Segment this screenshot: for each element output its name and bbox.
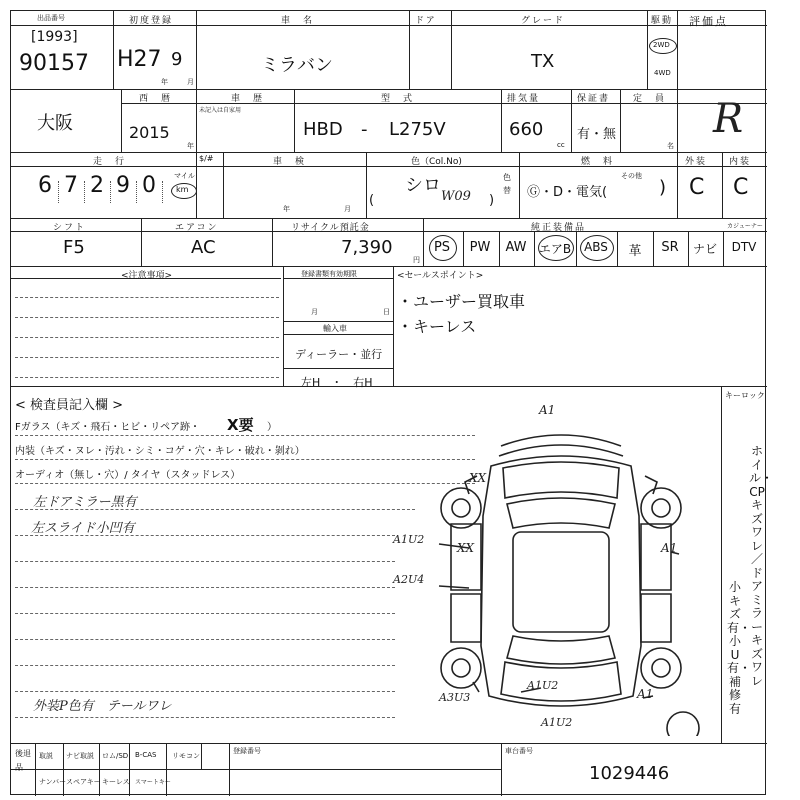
venue-label: 出品番号	[37, 14, 65, 22]
western-year-label: 西 暦	[139, 94, 173, 104]
damage-mark: XX	[469, 471, 487, 485]
model-name-label: 車 名	[281, 16, 315, 26]
car-diagram	[421, 406, 721, 736]
chassis-number: 1029446	[589, 763, 670, 784]
footer-item-rom-sd: ロム/SD	[102, 752, 129, 760]
shift: F5	[63, 237, 85, 258]
handwritten-note: 左スライド小凹有	[31, 521, 135, 536]
damage-mark: A1U2	[527, 679, 559, 692]
reg-doc-month-unit: 月	[311, 308, 318, 316]
model-code-dash: -	[361, 119, 368, 140]
capacity-unit: 名	[667, 142, 674, 150]
equip-sunroof: SR	[661, 240, 679, 255]
footer-row-label: 後退品	[15, 749, 31, 772]
steering-option: 左H ・ 右H	[301, 376, 373, 389]
equipment-label: 純正装備品	[531, 223, 587, 233]
grade-label: グレード	[521, 16, 566, 26]
color-change-label: 色替	[503, 173, 511, 195]
import-label: 輸入車	[323, 324, 347, 333]
footer-item-bcas: B-CAS	[135, 751, 157, 759]
chassis-label: 車台番号	[505, 747, 533, 755]
shift-label: シフト	[53, 223, 87, 233]
exterior-grade: C	[689, 175, 705, 200]
displacement-unit: cc	[557, 141, 565, 149]
inspection-year-unit: 年	[283, 205, 290, 213]
inspector-title: < 検査員記入欄 >	[15, 398, 124, 413]
vertical-note-scratch: 小キズ有・小U有・補修有	[727, 580, 752, 716]
glass-mark: X要	[227, 416, 254, 434]
fuel-close: )	[659, 177, 667, 198]
vertical-note-wheel: ホイル・CPキズワレ／ドアミラーキズワレ	[749, 444, 774, 688]
displacement-label: 排気量	[507, 94, 541, 104]
door-label: ドア	[415, 16, 437, 26]
equip-ps: PS	[433, 240, 451, 255]
footer-item-plate: ナンバー	[39, 778, 67, 786]
recycle-amount: 7,390	[341, 237, 393, 258]
first-reg-year-unit: 年	[161, 78, 168, 86]
yen-unit: 円	[413, 256, 420, 264]
sales-point: ・キーレス	[397, 317, 477, 336]
footer-item-smart-key: スマートキー	[135, 779, 171, 786]
equip-dtv: DTV	[731, 240, 757, 254]
fuel-other: その他	[621, 172, 642, 180]
drive-4wd: 4WD	[654, 69, 671, 77]
color-label: 色（Col.No)	[411, 157, 462, 167]
interior-line: 内装（キズ・ヌレ・汚れ・シミ・コゲ・穴・キレ・破れ・剝れ）	[15, 446, 305, 457]
footer-item-manual: 取説	[39, 752, 53, 760]
damage-mark: A1	[539, 403, 556, 417]
color-code: W09	[441, 189, 471, 204]
warranty-value: 有・無	[577, 127, 617, 142]
reg-doc-day-unit: 日	[383, 308, 390, 316]
km-unit: km	[176, 185, 189, 194]
auction-sheet: 出品番号 [1993] 90157 初度登録 H27 9 年 月 車 名 ミラバン ドア グレード TX 駆動 2WD 4WD 評価点 R 大阪 西 暦 2015 年 車 歴 未記入は自家用 型 式 HBD - L275V 排気量 660 cc 保証書 有・無 定 員 名 走 行 6 7 2 9 0 マイル km $/# 車 検 年 月 色（Col.No) シロ W09 ( ) 色替 燃 料 Ⓖ・D・電気( その他 ) 外装 C 内装 C シフト F5 エアコン AC リサイクル預託金 7,390 円 純正装備品 カジューナー PS PW AW エアB ABS 革 SR ナビ DTV <注意事項> 登録書類有効期限 月 日 輸入車 ディーラー・並行 左H ・ 右H <セールスポイント> ・ユーザー買取車 ・キーレス < 検査員記入欄 > Fガラス（キズ・飛石・ヒビ・リペア跡・ X要 ） 内装（キズ・ヌレ・汚れ・シミ・コゲ・穴・キレ・破れ・剝れ） オーディオ（無し・穴）/ タイヤ（スタッドレス） 左ドアミラー黒有 左スライド小凹有 外装P色有 テールワレ キーロック A1 XX A1U2 A2U4 XX A1 A3U3 A1U2 A1U2 A1 ホイル・CPキズワレ／ドアミラーキズワレ 小キズ有・小U有・補修有 後退品 取説 ナビ取説 ロム/SD B-CAS リモコン ナンバー スペアキー キーレス スマートキー 登録番号 車台番号 1029446	[10, 10, 766, 795]
recycle-label: リサイクル預託金	[291, 223, 370, 233]
glass-close: ）	[267, 422, 277, 433]
odometer-digit: 7	[64, 173, 78, 198]
mileage-label: 走 行	[93, 157, 127, 167]
color: シロ	[405, 175, 441, 196]
damage-mark: A1U2	[393, 533, 425, 546]
equip-leather: 革	[628, 244, 642, 259]
handwritten-note: 左ドアミラー黒有	[33, 495, 137, 510]
fuel-label: 燃 料	[581, 157, 615, 167]
displacement: 660	[509, 119, 544, 140]
sales-points-label: <セールスポイント>	[397, 271, 484, 281]
odometer-digit: 6	[38, 173, 52, 198]
reg-number-label: 登録番号	[233, 747, 261, 755]
drive-label: 駆動	[651, 16, 674, 26]
interior-grade: C	[733, 175, 749, 200]
fuel-options: Ⓖ・D・電気(	[527, 185, 608, 200]
damage-mark: A3U3	[439, 691, 471, 704]
mile-unit: マイル	[174, 172, 195, 180]
tuner-label: カジューナー	[727, 223, 763, 230]
model-code-prefix: HBD	[303, 119, 343, 140]
exterior-label: 外装	[685, 157, 708, 167]
odometer-digit: 9	[116, 173, 130, 198]
sales-point: ・ユーザー買取車	[397, 292, 526, 311]
score: R	[713, 96, 744, 142]
lot-number: 90157	[19, 51, 89, 76]
history-note: 未記入は自家用	[199, 107, 242, 114]
western-year: 2015	[129, 123, 170, 142]
first-reg-era: H27	[117, 47, 162, 72]
year-code: [1993]	[31, 29, 78, 45]
footer-item-keyless: キーレス	[102, 778, 130, 786]
region: 大阪	[37, 113, 73, 134]
inspection-month-unit: 月	[344, 205, 351, 213]
first-reg-month: 9	[171, 49, 183, 70]
footer-item-spare-key: スペアキー	[66, 778, 101, 786]
interior-label: 内装	[729, 157, 752, 167]
capacity-label: 定 員	[633, 94, 667, 104]
warranty-label: 保証書	[577, 94, 611, 104]
dealer-option: ディーラー・並行	[295, 348, 383, 361]
history-label: 車 歴	[231, 94, 265, 104]
equip-abs: ABS	[584, 240, 608, 254]
price-label: $/#	[199, 154, 214, 163]
drive-2wd: 2WD	[653, 41, 670, 49]
score-label: 評価点	[689, 15, 728, 28]
damage-mark: A1	[637, 687, 654, 701]
equip-navi: ナビ	[692, 242, 717, 256]
footer-item-remote: リモコン	[172, 752, 200, 760]
first-reg-label: 初度登録	[129, 16, 174, 26]
odometer-digit: 2	[90, 173, 104, 198]
model-code: L275V	[389, 119, 446, 140]
grade: TX	[531, 51, 555, 72]
western-year-unit: 年	[187, 142, 194, 150]
key-lock-label: キーロック	[725, 391, 765, 400]
damage-mark: A1U2	[541, 716, 573, 729]
glass-line: Fガラス（キズ・飛石・ヒビ・リペア跡・	[15, 422, 201, 433]
first-reg-month-unit: 月	[187, 78, 194, 86]
audio-line: オーディオ（無し・穴）/ タイヤ（スタッドレス）	[15, 470, 241, 481]
caution-label: <注意事項>	[121, 271, 173, 281]
inspection-label: 車 検	[273, 157, 307, 167]
model-code-label: 型 式	[381, 94, 415, 104]
ac-label: エアコン	[175, 223, 219, 233]
handwritten-note: 外装P色有 テールワレ	[33, 699, 172, 714]
equip-aw: AW	[505, 240, 527, 255]
reg-doc-label: 登録書類有効期限	[301, 270, 357, 278]
footer-item-navi-manual: ナビ取説	[66, 752, 94, 760]
damage-mark: A1	[661, 541, 678, 555]
model-name: ミラバン	[261, 55, 333, 76]
damage-mark: A2U4	[393, 573, 425, 586]
damage-mark: XX	[457, 541, 475, 555]
equip-airbag: エアB	[538, 242, 572, 256]
odometer-digit: 0	[142, 173, 156, 198]
ac: AC	[191, 237, 216, 258]
equip-pw: PW	[469, 240, 491, 255]
